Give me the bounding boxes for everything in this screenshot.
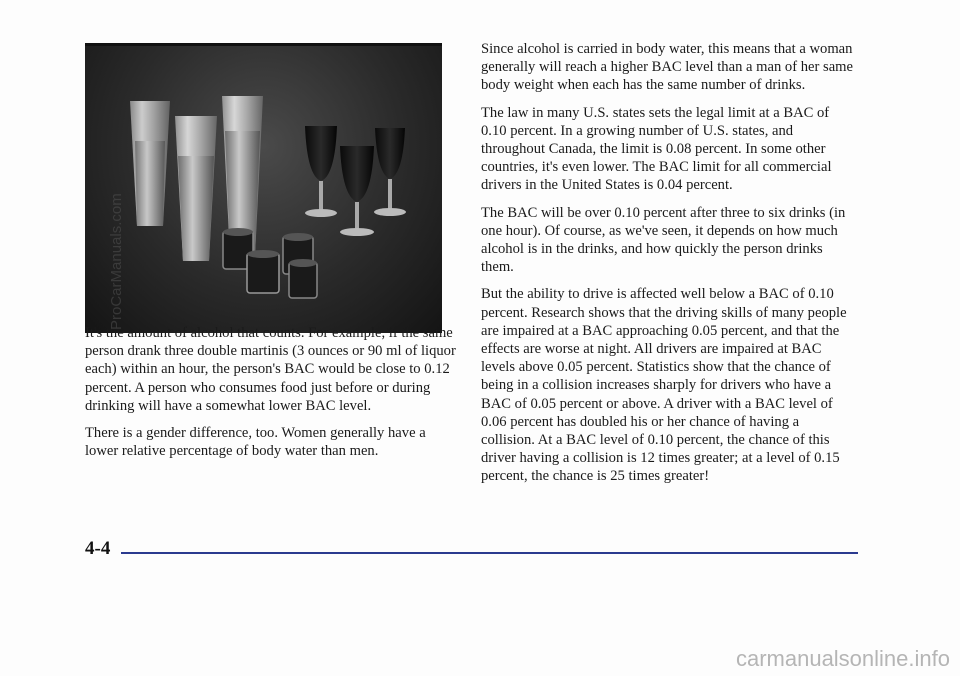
watermark-vertical: ProCarManuals.com	[108, 193, 125, 330]
paragraph-driving-impairment: But the ability to drive is affected well below a BAC of 0.10 percent. Research shows that the driving skills of many people are impaired at a BAC approaching 0.05 percent, and that the effects are worse at night. All drivers are impaired at BAC levels above 0.05 percent. Statistics show that the chance of being in a collision increases sharply for drivers who have a BAC of 0.05 percent or above. A driver with a BAC level of 0.06 percent has doubled his or her chance of having a collision. At a BAC level of 0.10 percent, the chance of this driver having a collision is 12 times greater; at a level of 0.15 percent, the chance is 25 times greater!	[481, 286, 847, 485]
page-number: 4-4	[85, 538, 111, 559]
paragraph-drinks-count: The BAC will be over 0.10 percent after three to six drinks (in one hour). Of course, as we've seen, it depends on how much alcohol is in the drinks, and how quickly the person drinks them.	[481, 204, 846, 276]
paragraph-body-water: Since alcohol is carried in body water, this means that a woman generally will reach a higher BAC level than a man of her same body weight when each has the same number of drinks.	[481, 41, 853, 94]
footer-rule	[121, 552, 858, 554]
right-column	[481, 40, 853, 495]
glasses-photo	[85, 43, 442, 333]
paragraph-legal-limit: The law in many U.S. states sets the legal limit at a BAC of 0.10 percent. In a growing number of U.S. states, and throughout Canada, the limit is 0.08 percent. In some other countries, it's even lower. The BAC limit for all commercial drivers in the United States is 0.04 percent.	[481, 104, 832, 194]
paragraph-gender-difference: There is a gender difference, too. Women generally have a lower relative percentage of body water than men.	[85, 425, 426, 460]
watermark-bottom: carmanualsonline.info	[735, 646, 950, 671]
left-column	[85, 324, 457, 469]
paragraph-alcohol-amount: It's the amount of alcohol that counts. For example, if the same person drank three double martinis (3 ounces or 90 ml of liquor each) within an hour, the person's BAC would be close to 0.12 percent. A person who consumes food just before or during drinking will have a somewhat lower BAC level.	[85, 325, 456, 414]
glasses-illustration	[85, 46, 442, 333]
